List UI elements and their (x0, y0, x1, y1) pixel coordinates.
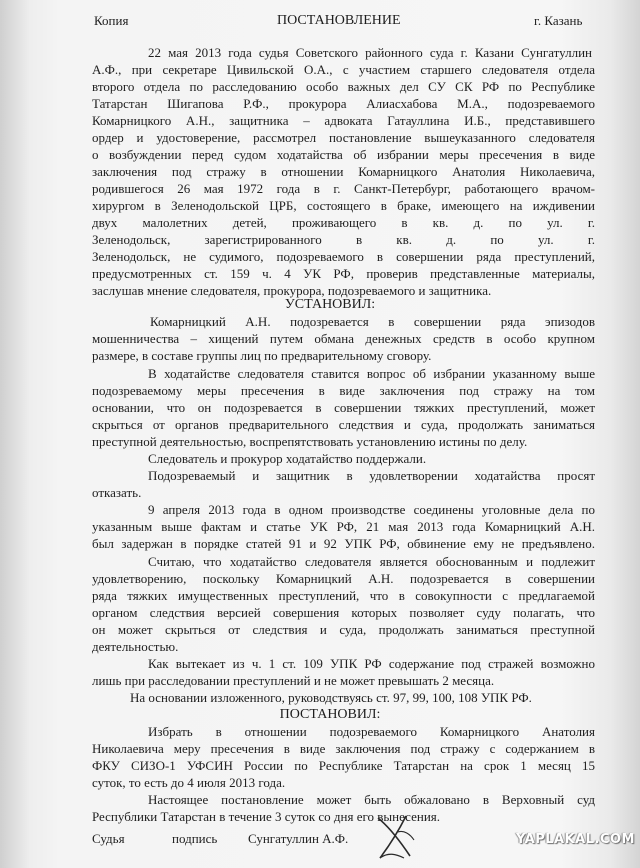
body-line: указанным выше фактам и статье УК РФ, 21 мая 2013 года Комарницкий А.Н. (92, 519, 595, 534)
body-line: суток, то есть до 4 июля 2013 года. (92, 775, 286, 790)
body-line: Избрать в отношении подозреваемого Комарницкого Анатолия (148, 724, 595, 739)
body-line: заключения под стражу в отношении Комарницкого Анатолия Николаевича, (92, 164, 595, 179)
body-line: Николаевича меру пресечения в виде заключения под стражу с содержанием в (92, 741, 595, 756)
body-line: размере, в составе группы лиц по предварительному сговору. (92, 348, 432, 363)
body-line: Следователь и прокурор ходатайство поддержали. (148, 451, 427, 466)
body-line: преступной деятельностью, воспрепятствовать установлению истины по делу. (92, 434, 528, 449)
signature-role: Судья (92, 831, 125, 846)
body-line: ордер и удостоверение, рассмотрел постановление вышеуказанного следователя (92, 130, 595, 145)
body-line: о возбуждении перед судом ходатайства об избрании меры пресечения в виде (92, 147, 595, 162)
body-line: лишь при расследовании преступлений и не может превышать 2 месяца. (92, 673, 495, 688)
body-line: Как вытекает из ч. 1 ст. 109 УПК РФ содержание под стражей возможно (148, 656, 595, 671)
body-line: предусмотренных ст. 159 ч. 4 УК РФ, проверив представленные материалы, (92, 266, 595, 281)
body-line: 9 апреля 2013 года в одном производстве соединены уголовные дела по (148, 502, 595, 517)
body-line: подозреваемому меры пресечения в виде заключения под стражу на том (92, 383, 595, 398)
body-line: заслушав мнение следователя, прокурора, подозреваемого и защитника. (92, 283, 492, 298)
city-label: г. Казань (534, 13, 583, 28)
body-line: деятельностью. (92, 639, 179, 654)
body-line: удовлетворению, поскольку Комарницкий А.Н. подозревается в совершении (92, 571, 595, 586)
body-line: ФКУ СИЗО-1 УФСИН России по Республике Татарстан на срок 1 месяц 15 (92, 758, 595, 773)
body-line: Зеленодольск, не судимого, подозреваемого в совершении ряда преступлений, (92, 249, 595, 264)
section-heading-ruled: ПОСТАНОВИЛ: (279, 707, 381, 722)
body-line: Зеленодольск, зарегистрированного в кв. д. по ул. г. (92, 232, 595, 247)
body-line: органом следствия версией совершения которых позволяет суду полагать, что (92, 605, 595, 620)
body-line: основании, что он подозревается в совершении тяжких преступлений, может (92, 400, 595, 415)
signature-label: подпись (172, 831, 218, 846)
body-line: На основании изложенного, руководствуясь ст. 97, 99, 100, 108 УПК РФ. (130, 690, 532, 705)
body-line: Считаю, что ходатайство следователя является обоснованным и подлежит (148, 554, 595, 569)
site-watermark: YAPLAKAL.COM (516, 832, 635, 847)
body-line: хирургом в Зеленодольской ЦРБ, состоящего в браке, имеющего на иждивении (92, 198, 595, 213)
body-line: скрыться от органов предварительного следствия и суда, продолжать заниматься (92, 417, 595, 432)
body-line: второго отдела по расследованию особо важных дел СУ СК РФ по Республике (92, 79, 595, 94)
body-line: Подозреваемый и защитник в удовлетворении ходатайства просят (148, 468, 595, 483)
section-heading-established: УСТАНОВИЛ: (284, 297, 376, 312)
document-title: ПОСТАНОВЛЕНИЕ (277, 13, 401, 28)
copy-label: Копия (94, 13, 129, 28)
body-line: двух малолетних детей, проживающего в кв. д. по ул. г. (92, 215, 595, 230)
body-line: Татарстан Шигапова Р.Ф., прокурора Алиасхабова М.А., подозреваемого (92, 96, 595, 111)
body-line: Настоящее постановление может быть обжаловано в Верховный суд (148, 792, 595, 807)
handwritten-signature (370, 812, 430, 862)
body-line: Комарницкий А.Н. подозревается в совершении ряда эпизодов (150, 314, 595, 329)
body-line: родившегося 26 мая 1972 года в г. Санкт-Петербург, работающего врачом- (92, 181, 595, 196)
body-line: 22 мая 2013 года судья Советского районного суда г. Казани Сунгатуллин (148, 45, 592, 60)
body-line: был задержан в порядке статей 91 и 92 УПК РФ, обвинение ему не предъявлено. (92, 536, 595, 551)
body-line: мошенничества – хищений путем обмана денежных средств в особо крупном (92, 331, 595, 346)
body-line: ряда тяжких имущественных преступлений, что в совокупности с предлагаемой (92, 588, 595, 603)
judge-name: Сунгатуллин А.Ф. (248, 831, 349, 846)
body-line: Республики Татарстан в течение 3 суток со дня его вынесения. (92, 809, 441, 824)
body-line: В ходатайстве следователя ставится вопрос об избрании указанному выше (148, 366, 595, 381)
body-line: он может скрыться от следствия и суда, продолжать заниматься преступной (92, 622, 595, 637)
body-line: Комарницкого А.Н., защитника – адвоката Гатауллина И.Б., представившего (92, 113, 595, 128)
body-line: А.Ф., при секретаре Цивильской О.А., с участием старшего следователя отдела (92, 62, 595, 77)
body-line: отказать. (92, 485, 142, 500)
